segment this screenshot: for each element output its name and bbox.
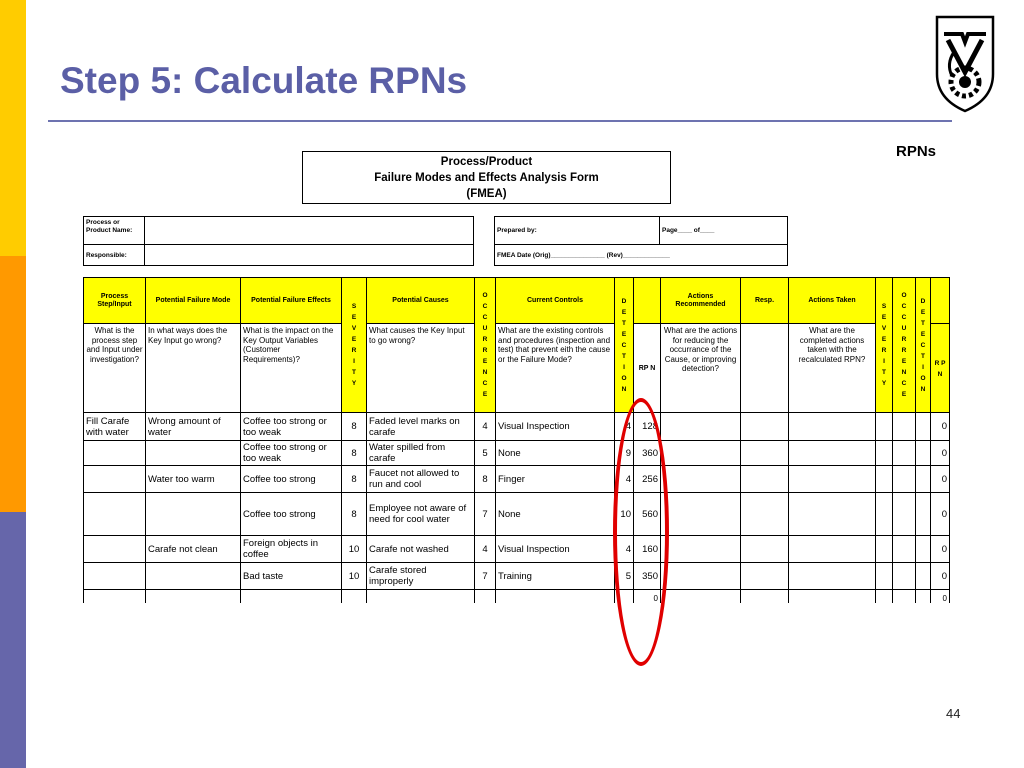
cell-cause: Faded level marks on carafe	[367, 413, 475, 441]
cell-effect: Coffee too strong	[241, 466, 342, 493]
cell-severity-2	[876, 441, 893, 466]
cell-occurrence-2	[893, 493, 916, 536]
cell-control: Visual Inspection	[496, 413, 615, 441]
desc-rpn: RP N	[634, 324, 661, 413]
cell-actions-taken	[789, 590, 876, 603]
cell-occurrence: 8	[475, 466, 496, 493]
cell-detection-2	[916, 563, 931, 590]
col-occurrence-2: O C C U R R E N C E	[893, 278, 916, 413]
desc-failure-effects: What is the impact on the Key Output Variables (Customer Requirements)?	[241, 324, 342, 413]
table-row	[84, 413, 950, 441]
cell-responsible	[741, 413, 789, 441]
cell-process	[84, 590, 146, 603]
cell-severity: 10	[342, 563, 367, 590]
cell-responsible	[741, 493, 789, 536]
cell-actions	[661, 563, 741, 590]
col-detection-2: D E T E C T I O N	[916, 278, 931, 413]
cell-effect: Foreign objects in coffee	[241, 536, 342, 563]
cell-actions-taken	[789, 563, 876, 590]
cell-failure-mode	[146, 441, 241, 466]
desc-causes: What causes the Key Input to go wrong?	[367, 324, 475, 413]
cell-detection: 5	[615, 563, 634, 590]
col-failure-effects: Potential Failure Effects	[241, 278, 342, 324]
cell-detection-2	[916, 536, 931, 563]
cell-detection: 4	[615, 466, 634, 493]
cell-rpn: 256	[634, 466, 661, 493]
cell-control	[496, 590, 615, 603]
page-of-label: Page____ of____	[659, 216, 788, 245]
cell-detection-2	[916, 466, 931, 493]
cell-severity-2	[876, 413, 893, 441]
col-process: Process Step/Input	[84, 278, 146, 324]
desc-responsible	[741, 324, 789, 413]
cell-rpn: 0	[634, 590, 661, 603]
sidebar-stripe-yellow	[0, 0, 26, 256]
fmea-date-label: FMEA Date (Orig)_______________ (Rev)_____________	[494, 244, 788, 266]
desc-failure-mode: In what ways does the Key Input go wrong?	[146, 324, 241, 413]
cell-occurrence: 7	[475, 493, 496, 536]
cell-process	[84, 536, 146, 563]
cell-rpn-2: 0	[931, 493, 950, 536]
prepared-by-label: Prepared by:	[494, 216, 660, 245]
form-title-line2: Failure Modes and Effects Analysis Form	[374, 172, 599, 184]
cell-process	[84, 466, 146, 493]
cell-control: Training	[496, 563, 615, 590]
cell-occurrence: 5	[475, 441, 496, 466]
cell-severity	[342, 590, 367, 603]
col-detection: D E T E C T I O N	[615, 278, 634, 413]
desc-actions-taken: What are the completed actions taken with the recalculated RPN?	[789, 324, 876, 413]
cell-detection-2	[916, 493, 931, 536]
cell-actions-taken	[789, 466, 876, 493]
slide-title: Step 5: Calculate RPNs	[60, 60, 468, 101]
cell-failure-mode	[146, 493, 241, 536]
fmea-table	[83, 277, 950, 603]
cell-process: Fill Carafe with water	[84, 413, 146, 441]
cell-occurrence-2	[893, 466, 916, 493]
cell-occurrence: 4	[475, 413, 496, 441]
cell-actions-taken	[789, 493, 876, 536]
cell-severity: 8	[342, 493, 367, 536]
cell-cause: Employee not aware of need for cool water	[367, 493, 475, 536]
cell-rpn: 560	[634, 493, 661, 536]
responsible-field[interactable]	[144, 244, 474, 266]
cell-rpn-2: 0	[931, 563, 950, 590]
cell-occurrence: 4	[475, 536, 496, 563]
col-occurrence: O C C U R R E N C E	[475, 278, 496, 413]
table-row	[84, 441, 950, 466]
cell-detection: 4	[615, 536, 634, 563]
table-header-row	[84, 278, 950, 324]
process-name-label: Process or Product Name:	[83, 216, 145, 245]
col-controls: Current Controls	[496, 278, 615, 324]
cell-process	[84, 563, 146, 590]
table-row	[84, 563, 950, 590]
cell-severity-2	[876, 590, 893, 603]
cell-control: None	[496, 493, 615, 536]
fmea-form-title	[302, 151, 671, 204]
cell-actions-taken	[789, 536, 876, 563]
cell-detection: 4	[615, 413, 634, 441]
rpns-label: RPNs	[896, 143, 937, 160]
cell-detection: 9	[615, 441, 634, 466]
cell-rpn: 128	[634, 413, 661, 441]
cell-detection-2	[916, 441, 931, 466]
cell-responsible	[741, 536, 789, 563]
cell-responsible	[741, 563, 789, 590]
col-actions: Actions Recommended	[661, 278, 741, 324]
cell-control: None	[496, 441, 615, 466]
cell-detection: 10	[615, 493, 634, 536]
desc-actions: What are the actions for reducing the occurrance of the Cause, or improving detection?	[661, 324, 741, 413]
cell-severity: 8	[342, 441, 367, 466]
table-row	[84, 590, 950, 603]
responsible-label: Responsible:	[83, 244, 145, 266]
cell-occurrence-2	[893, 563, 916, 590]
cell-occurrence-2	[893, 441, 916, 466]
cell-process	[84, 441, 146, 466]
cell-cause	[367, 590, 475, 603]
col-rpn	[634, 278, 661, 324]
sidebar-stripe-orange	[0, 256, 26, 512]
col-causes: Potential Causes	[367, 278, 475, 324]
cell-failure-mode: Carafe not clean	[146, 536, 241, 563]
cell-failure-mode: Wrong amount of water	[146, 413, 241, 441]
col-failure-mode: Potential Failure Mode	[146, 278, 241, 324]
cell-severity-2	[876, 563, 893, 590]
col-severity-2: S E V E R I T Y	[876, 278, 893, 413]
desc-process: What is the process step and Input under investigation?	[84, 324, 146, 413]
cell-occurrence-2	[893, 536, 916, 563]
form-title-line1: Process/Product	[440, 156, 533, 168]
col-responsible: Resp.	[741, 278, 789, 324]
cell-actions-taken	[789, 441, 876, 466]
cell-occurrence	[475, 590, 496, 603]
cell-effect: Coffee too strong or too weak	[241, 441, 342, 466]
cell-effect: Bad taste	[241, 563, 342, 590]
cell-occurrence: 7	[475, 563, 496, 590]
cell-actions	[661, 536, 741, 563]
cell-cause: Faucet not allowed to run and cool	[367, 466, 475, 493]
cell-severity: 10	[342, 536, 367, 563]
cell-process	[84, 493, 146, 536]
cell-actions-taken	[789, 413, 876, 441]
cell-severity-2	[876, 466, 893, 493]
col-actions-taken: Actions Taken	[789, 278, 876, 324]
cell-actions	[661, 466, 741, 493]
table-row	[84, 493, 950, 536]
cell-severity: 8	[342, 466, 367, 493]
cell-occurrence-2	[893, 590, 916, 603]
cell-rpn-2: 0	[931, 413, 950, 441]
cell-rpn: 360	[634, 441, 661, 466]
cell-effect	[241, 590, 342, 603]
cell-responsible	[741, 466, 789, 493]
cell-responsible	[741, 590, 789, 603]
cell-responsible	[741, 441, 789, 466]
cell-control: Finger	[496, 466, 615, 493]
table-row	[84, 536, 950, 563]
table-row	[84, 466, 950, 493]
technion-logo	[932, 14, 998, 114]
cell-rpn: 350	[634, 563, 661, 590]
cell-actions	[661, 413, 741, 441]
col-severity: S E V E R I T Y	[342, 278, 367, 413]
form-title-line3: (FMEA)	[466, 188, 507, 200]
cell-rpn-2: 0	[931, 590, 950, 603]
cell-occurrence-2	[893, 413, 916, 441]
cell-rpn: 160	[634, 536, 661, 563]
cell-severity: 8	[342, 413, 367, 441]
cell-rpn-2: 0	[931, 466, 950, 493]
cell-cause: Carafe stored improperly	[367, 563, 475, 590]
cell-detection-2	[916, 413, 931, 441]
cell-control: Visual Inspection	[496, 536, 615, 563]
cell-cause: Carafe not washed	[367, 536, 475, 563]
cell-actions	[661, 590, 741, 603]
rpn-highlight-oval	[613, 398, 669, 666]
title-divider	[48, 120, 952, 122]
cell-failure-mode: Water too warm	[146, 466, 241, 493]
sidebar-stripe-purple	[0, 512, 26, 768]
cell-rpn-2: 0	[931, 536, 950, 563]
process-name-field[interactable]	[144, 216, 474, 245]
cell-effect: Coffee too strong	[241, 493, 342, 536]
cell-detection-2	[916, 590, 931, 603]
col-rpn-2	[931, 278, 950, 324]
page-number: 44	[946, 706, 961, 721]
desc-controls: What are the existing controls and procedures (inspection and test) that prevent eith the cause or the Failure Mode?	[496, 324, 615, 413]
cell-failure-mode	[146, 590, 241, 603]
cell-actions	[661, 493, 741, 536]
table-description-row	[84, 324, 950, 413]
cell-severity-2	[876, 536, 893, 563]
cell-actions	[661, 441, 741, 466]
cell-effect: Coffee too strong or too weak	[241, 413, 342, 441]
cell-failure-mode	[146, 563, 241, 590]
cell-severity-2	[876, 493, 893, 536]
desc-rpn-2: R P N	[931, 324, 950, 413]
cell-rpn-2: 0	[931, 441, 950, 466]
cell-cause: Water spilled from carafe	[367, 441, 475, 466]
